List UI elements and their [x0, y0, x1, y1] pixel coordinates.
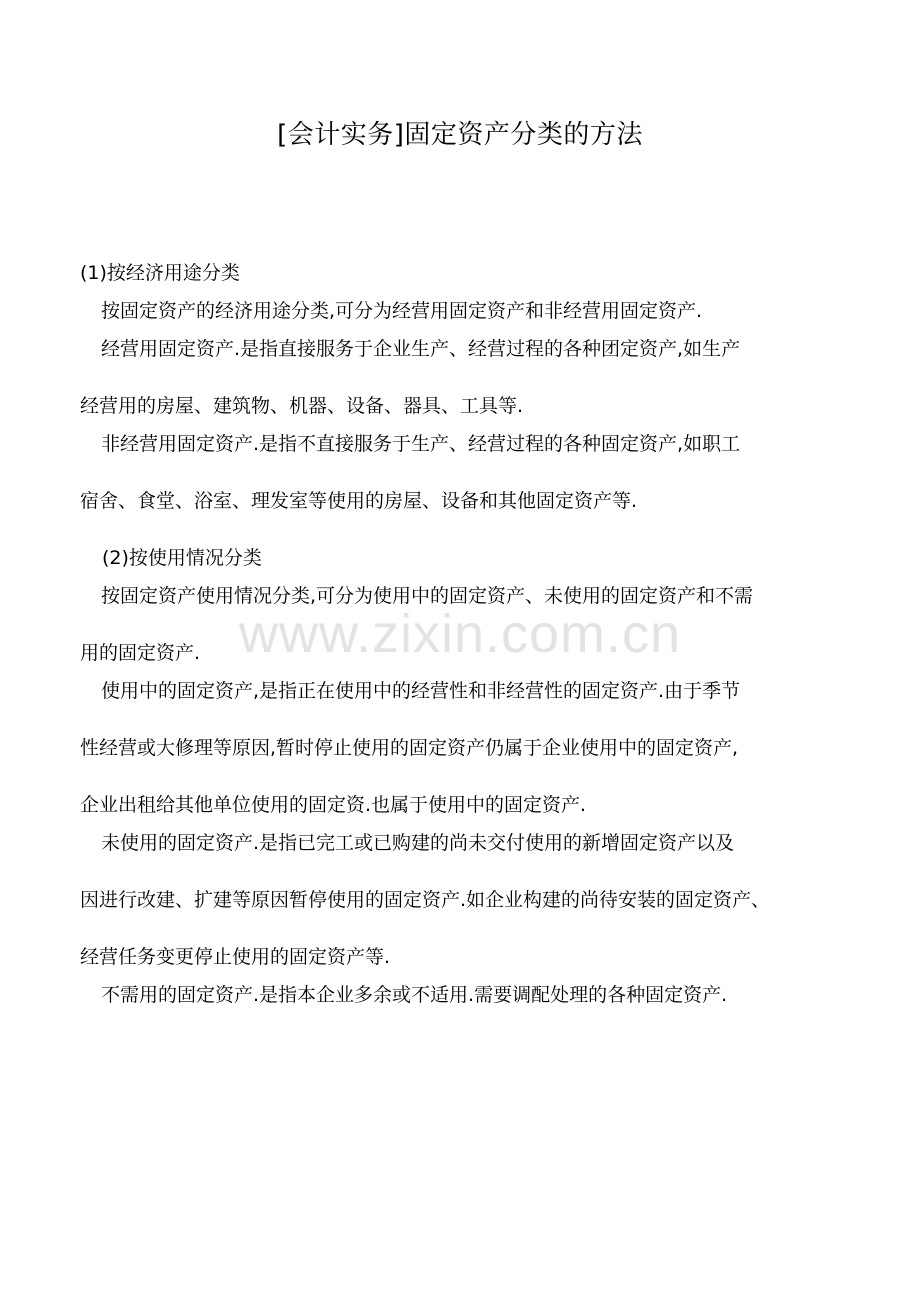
paragraph-line: 按固定资产的经济用途分类,可分为经营用固定资产和非经营用固定资产. — [101, 300, 703, 322]
paragraph-line: 未使用的固定资产.是指已完工或已购建的尚未交付使用的新增固定资产以及 — [101, 832, 735, 854]
paragraph — [80, 976, 844, 1014]
paragraph-line: 用的固定资产. — [80, 642, 201, 664]
document-body — [80, 254, 844, 1014]
document-title: [会计实务]固定资产分类的方法 — [277, 120, 643, 150]
paragraph — [80, 425, 844, 520]
paragraph-line: 企业出租给其他单位使用的固定资.也属于使用中的固定资产. — [80, 794, 587, 816]
paragraph-line: 非经营用固定资产.是指不直接服务于生产、经营过程的各种固定资产,如职工 — [101, 433, 741, 455]
paragraph-line: 经营任务变更停止使用的固定资产等. — [80, 946, 391, 968]
paragraph-line: 经营用的房屋、建筑物、机器、设备、器具、工具等. — [80, 395, 524, 417]
paragraph — [80, 330, 844, 425]
paragraph-line: 按固定资产使用情况分类,可分为使用中的固定资产、未使用的固定资产和不需 — [101, 585, 754, 607]
paragraph-line: 性经营或大修理等原因,暂时停止使用的固定资产仍属于企业使用中的固定资产, — [80, 737, 739, 759]
section-heading: (2)按使用情况分类 — [102, 547, 262, 569]
paragraph — [80, 292, 844, 330]
paragraph-line: 使用中的固定资产,是指正在使用中的经营性和非经营性的固定资产.由于季节 — [101, 680, 741, 702]
paragraph-line: 宿舍、食堂、浴室、理发室等使用的房屋、设备和其他固定资产等. — [80, 490, 638, 512]
watermark: www.zixin.com.cn — [238, 604, 682, 664]
paragraph-line: 不需用的固定资产.是指本企业多余或不适用.需要调配处理的各种固定资产. — [101, 984, 728, 1006]
paragraph — [80, 824, 844, 976]
paragraph-line: 经营用固定资产.是指直接服务于企业生产、经营过程的各种团定资产,如生产 — [101, 338, 741, 360]
paragraph — [80, 672, 844, 824]
section-heading: (1)按经济用途分类 — [80, 262, 240, 284]
paragraph-line: 因进行改建、扩建等原因暂停使用的固定资产.如企业构建的尚待安装的固定资产、 — [80, 889, 771, 911]
paragraph — [80, 577, 844, 672]
